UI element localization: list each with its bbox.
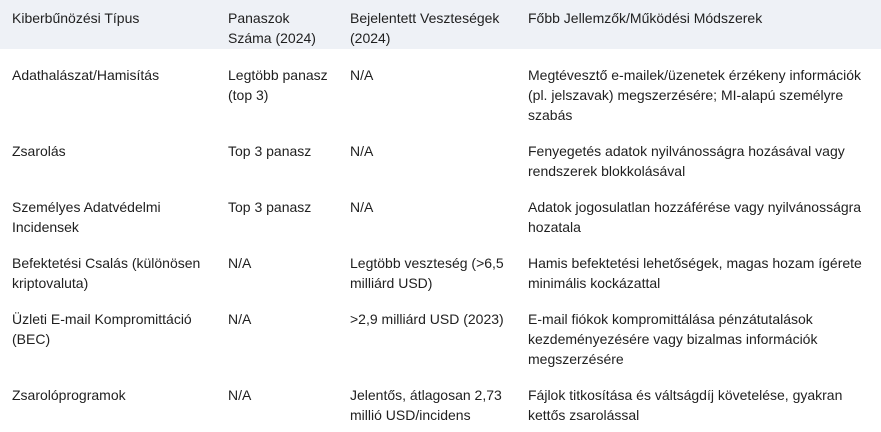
header-losses: Bejelentett Veszteségek (2024) xyxy=(350,10,500,46)
table-row xyxy=(0,126,881,182)
table-row xyxy=(0,238,881,294)
cell-losses: >2,9 milliárd USD (2023) xyxy=(350,311,504,327)
cell-characteristics: Fenyegetés adatok nyilvánosságra hozásával vagy rendszerek blokkolásával xyxy=(528,143,845,179)
header-complaints: Panaszok Száma (2024) xyxy=(228,10,316,46)
table-row xyxy=(0,370,881,430)
cell-characteristics: Adatok jogosulatlan hozzáférése vagy nyilvánosságra hozatala xyxy=(528,199,862,235)
cell-characteristics: Megtévesztő e-mailek/üzenetek érzékeny információk (pl. jelszavak) megszerzésére; MI-alapú személyre szabás xyxy=(528,67,862,123)
cell-crime-type: Zsarolóprogramok xyxy=(12,387,126,403)
cell-complaints: N/A xyxy=(228,387,252,403)
cell-crime-type: Üzleti E-mail Kompromittáció (BEC) xyxy=(12,311,192,347)
cell-crime-type: Személyes Adatvédelmi Incidensek xyxy=(12,199,161,235)
header-row xyxy=(0,0,881,49)
cell-complaints: N/A xyxy=(228,255,252,271)
cell-losses: N/A xyxy=(350,199,374,215)
cell-crime-type: Adathalászat/Hamisítás xyxy=(12,67,160,83)
header-crime-type: Kiberbűnözési Típus xyxy=(12,10,140,26)
cell-complaints: Legtöbb panasz (top 3) xyxy=(228,67,328,103)
table-header xyxy=(0,0,881,49)
table-body xyxy=(0,49,881,430)
cell-complaints: Top 3 panasz xyxy=(228,143,312,159)
cell-characteristics: Hamis befektetési lehetőségek, magas hozam ígérete minimális kockázattal xyxy=(528,255,862,291)
cell-complaints: N/A xyxy=(228,311,252,327)
cell-losses: N/A xyxy=(350,67,374,83)
cell-crime-type: Zsarolás xyxy=(12,143,66,159)
cell-losses: N/A xyxy=(350,143,374,159)
table-row xyxy=(0,182,881,238)
cell-characteristics: Fájlok titkosítása és váltságdíj követelése, gyakran kettős zsarolással xyxy=(528,387,843,423)
cell-losses: Jelentős, átlagosan 2,73 millió USD/incidens xyxy=(350,387,502,423)
cell-characteristics: E-mail fiókok kompromittálása pénzátutalások kezdeményezésére vagy bizalmas információk megszerzésére xyxy=(528,311,818,367)
cell-losses: Legtöbb veszteség (>6,5 milliárd USD) xyxy=(350,255,504,291)
cell-crime-type: Befektetési Csalás (különösen kriptovaluta) xyxy=(12,255,201,291)
table-row xyxy=(0,49,881,126)
table-row xyxy=(0,294,881,370)
header-characteristics: Főbb Jellemzők/Működési Módszerek xyxy=(528,10,763,26)
cell-complaints: Top 3 panasz xyxy=(228,199,312,215)
